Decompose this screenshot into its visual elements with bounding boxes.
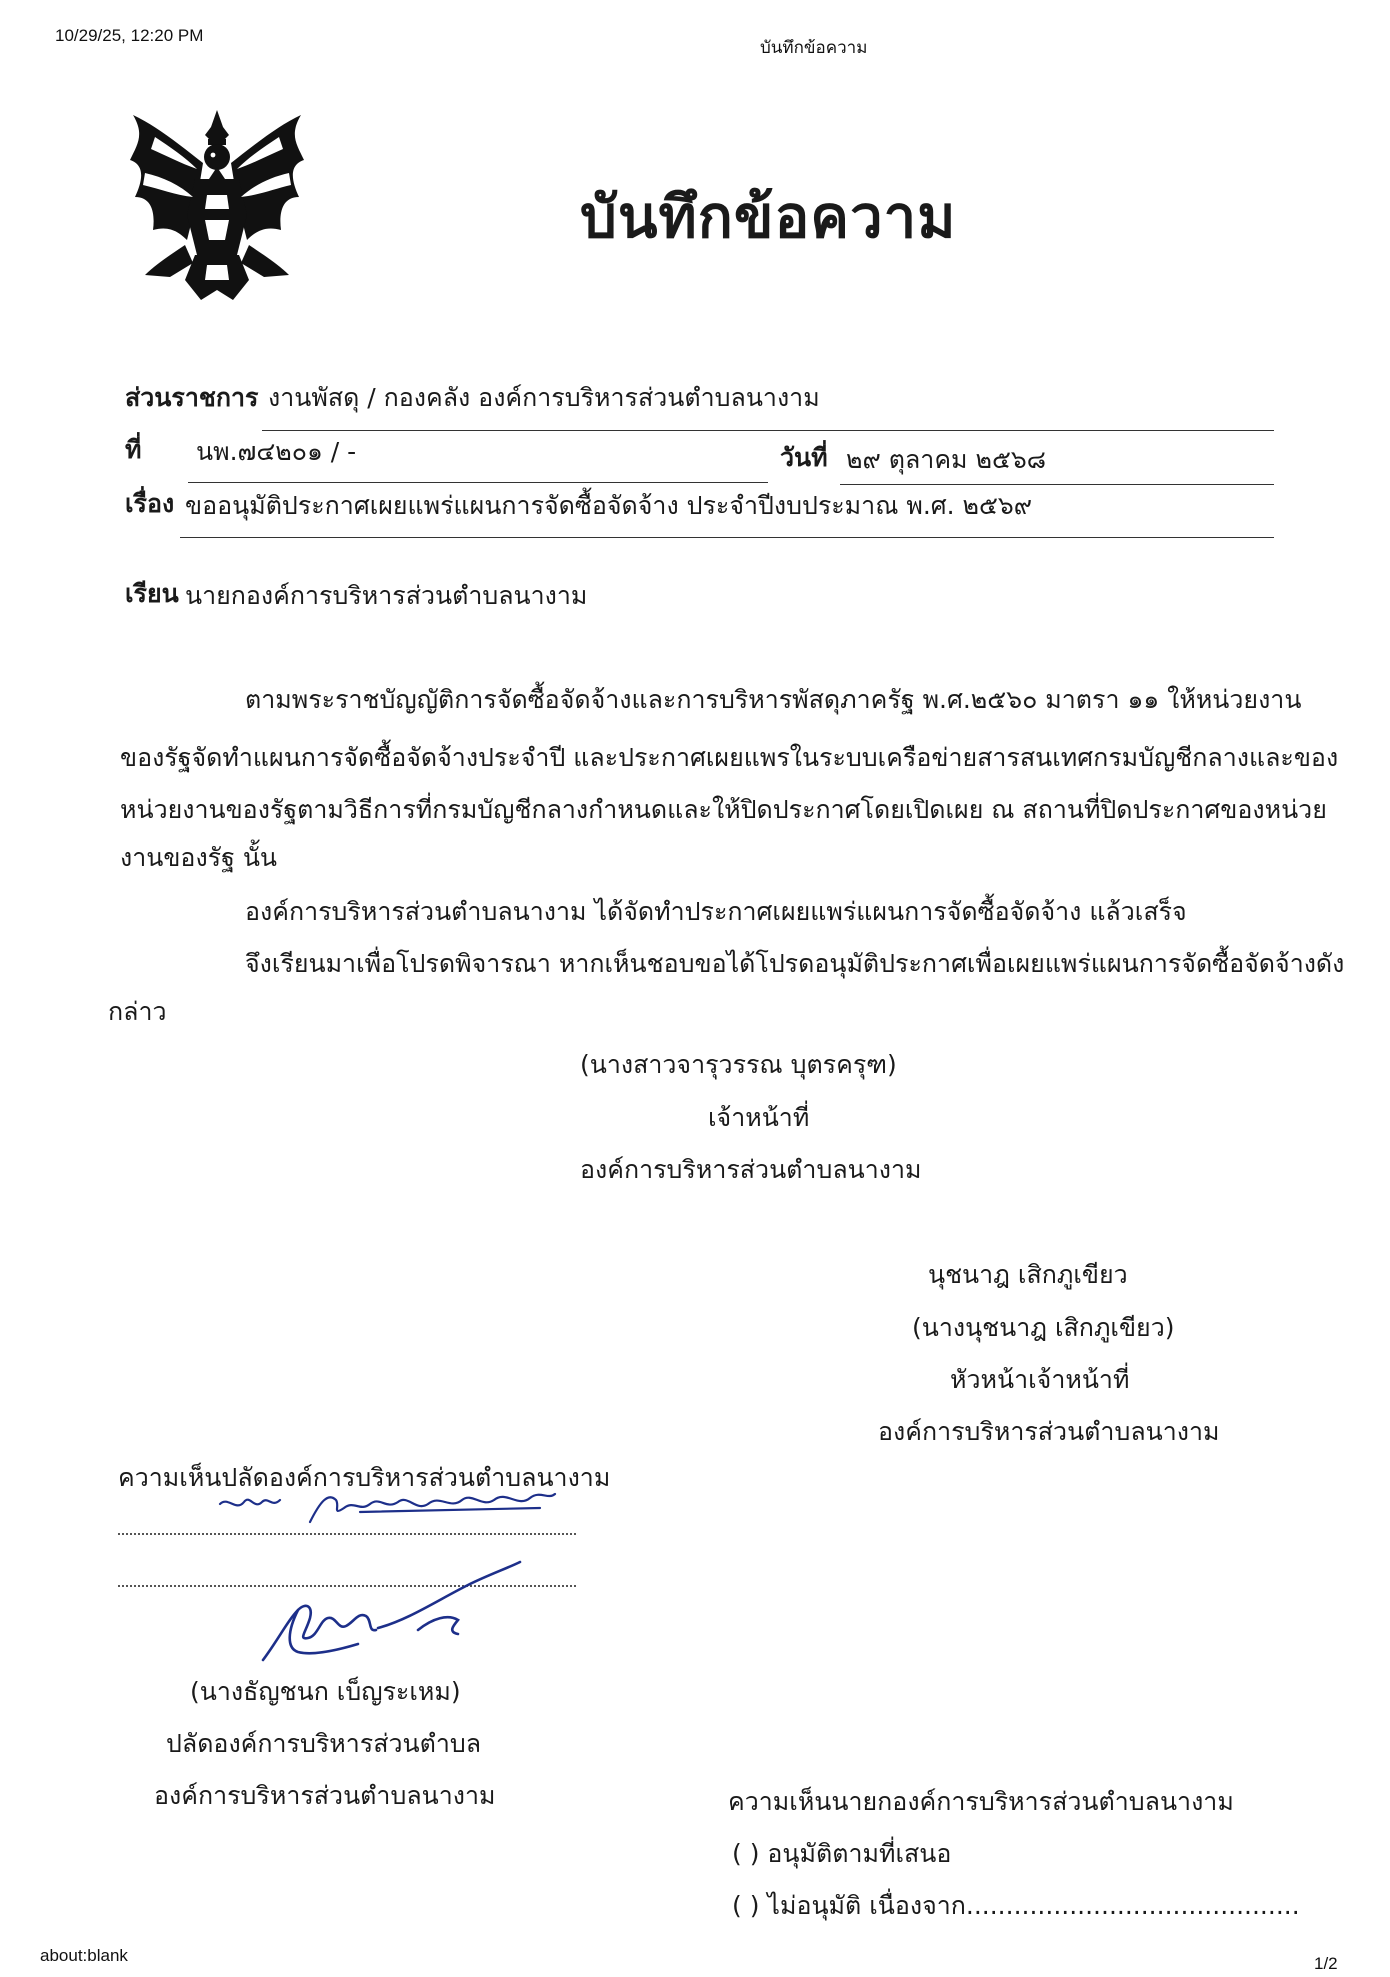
signer1-org: องค์การบริหารส่วนตำบลนางาม — [580, 1155, 922, 1184]
palad-heading: ความเห็นปลัดองค์การบริหารส่วนตำบลนางาม — [118, 1463, 611, 1492]
subject-value: ขออนุมัติประกาศเผยแพร่แผนการจัดซื้อจัดจ้าง ประจำปีงบประมาณ พ.ศ. ๒๕๖๙ — [185, 491, 1033, 520]
subject-underline — [180, 537, 1274, 538]
signer1-position: เจ้าหน้าที่ — [708, 1103, 810, 1132]
body-paragraph-2: องค์การบริหารส่วนตำบลนางาม ได้จัดทำประกาศเผยแพร่แผนการจัดซื้อจัดจ้าง แล้วเสร็จ — [245, 897, 1187, 926]
mayor-heading: ความเห็นนายกองค์การบริหารส่วนตำบลนางาม — [728, 1787, 1234, 1816]
body-line: ของรัฐจัดทำแผนการจัดซื้อจัดจ้างประจำปี และประกาศเผยแพรในระบบเครือข่ายสารสนเทศกรมบัญชีกลางและของ — [120, 743, 1339, 772]
signer2-position: หัวหน้าเจ้าหน้าที่ — [950, 1365, 1130, 1394]
subject-label: เรื่อง — [125, 489, 175, 518]
date-value: ๒๙ ตุลาคม ๒๕๖๘ — [846, 445, 1047, 474]
print-url: about:blank — [40, 1946, 128, 1965]
body-line: จึงเรียนมาเพื่อโปรดพิจารณา หากเห็นชอบขอได้โปรดอนุมัติประกาศเพื่อเผยแพร่แผนการจัดซื้อจัดจ้างดัง — [245, 949, 1345, 978]
dept-label: ส่วนราชการ — [125, 383, 259, 412]
date-label: วันที่ — [780, 443, 828, 472]
body-line: หน่วยงานของรัฐตามวิธีการที่กรมบัญชีกลางกำหนดและให้ปิดประกาศโดยเปิดเผย ณ สถานที่ปิดประกาศของหน่วย — [120, 795, 1327, 824]
ref-value: นพ.๗๔๒๐๑ / - — [196, 437, 357, 466]
palad-comment-line — [118, 1533, 576, 1535]
dept-underline — [262, 430, 1274, 431]
memo-title: บันทึกข้อความ — [580, 183, 957, 251]
palad-org: องค์การบริหารส่วนตำบลนางาม — [154, 1781, 496, 1810]
ref-label: ที่ — [125, 435, 142, 464]
to-label: เรียน — [125, 579, 179, 608]
signer2-name: (นางนุชนาฎ เสิกภูเขียว) — [912, 1313, 1175, 1342]
signer2-org: องค์การบริหารส่วนตำบลนางาม — [878, 1417, 1220, 1446]
print-page-number: 1/2 — [1314, 1954, 1338, 1973]
signer1-name: (นางสาวจารุวรรณ บุตรครุฑ) — [580, 1050, 897, 1079]
garuda-emblem-icon — [125, 105, 310, 305]
print-datetime: 10/29/25, 12:20 PM — [55, 26, 204, 45]
mayor-reject-option: ( ) ไม่อนุมัติ เนื่องจาก.......................................... — [732, 1891, 1300, 1920]
palad-name: (นางธัญชนก เบ็ญระเหม) — [190, 1677, 461, 1706]
signer2-signature: นุชนาฎ เสิกภูเขียว — [928, 1260, 1128, 1289]
mayor-approve-option: ( ) อนุมัติตามที่เสนอ — [732, 1839, 952, 1868]
body-line: งานของรัฐ นั้น — [120, 843, 277, 872]
body-line: ตามพระราชบัญญัติการจัดซื้อจัดจ้างและการบริหารพัสดุภาครัฐ พ.ศ.๒๕๖๐ มาตรา ๑๑ ให้หน่วยงาน — [245, 685, 1302, 714]
to-value: นายกองค์การบริหารส่วนตำบลนางาม — [185, 581, 588, 610]
body-line: กล่าว — [108, 997, 167, 1026]
dept-value: งานพัสดุ / กองคลัง องค์การบริหารส่วนตำบลนางาม — [268, 383, 820, 412]
palad-comment-handwriting-icon — [210, 1482, 570, 1532]
date-underline — [840, 484, 1274, 485]
ref-underline — [188, 482, 768, 483]
print-page-title: บันทึกข้อความ — [760, 38, 868, 57]
palad-position: ปลัดองค์การบริหารส่วนตำบล — [166, 1729, 482, 1758]
palad-signature-icon — [258, 1560, 528, 1670]
